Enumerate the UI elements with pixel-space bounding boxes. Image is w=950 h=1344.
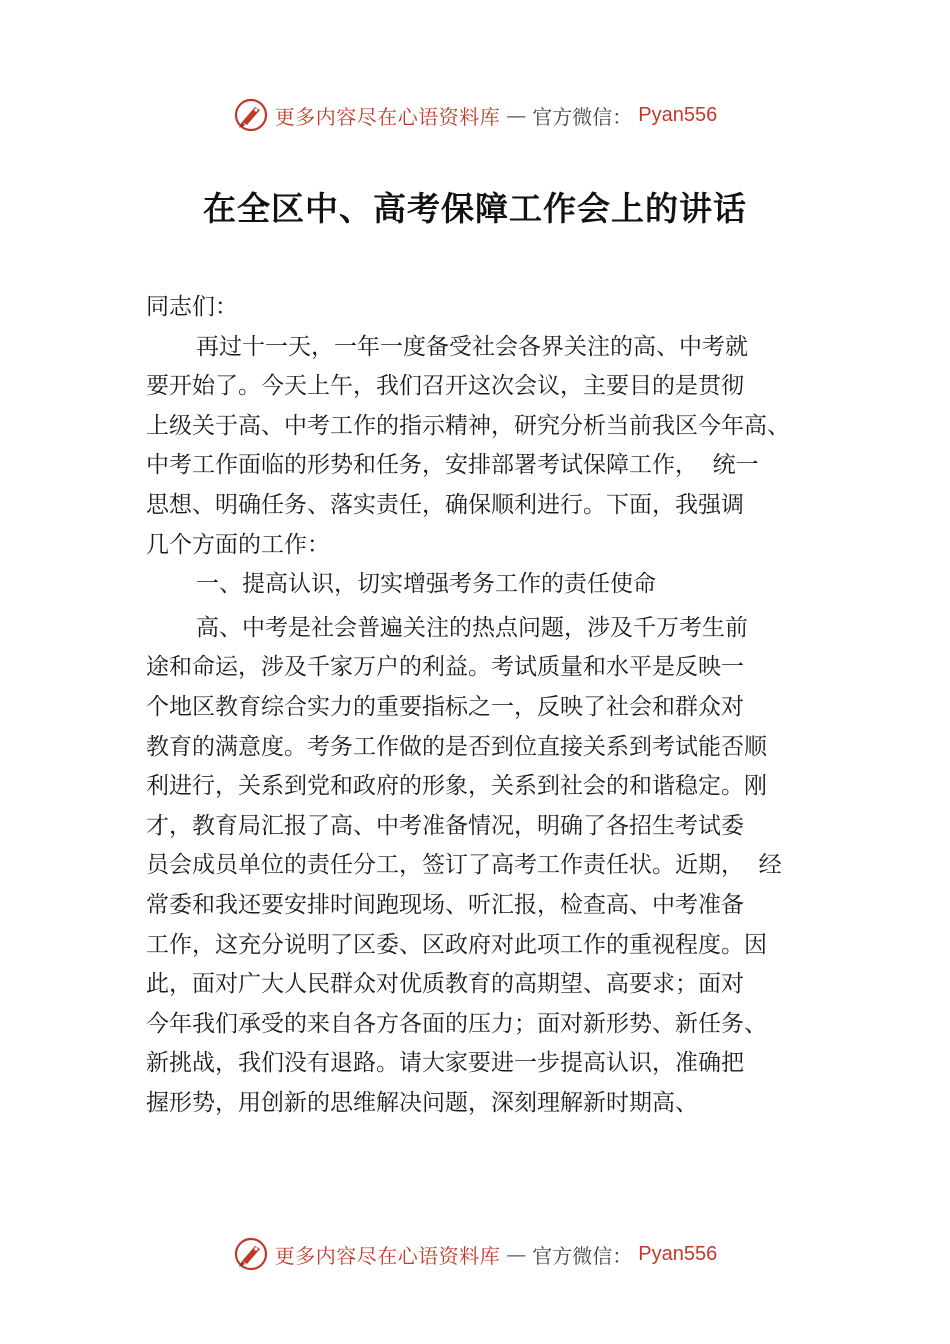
body-line: 教育的满意度。考务工作做的是否到位直接关系到考试能否顺 <box>146 733 767 760</box>
document-title: 在全区中、高考保障工作会上的讲话 <box>203 189 747 228</box>
body-line: 常委和我还要安排时间跑现场、听汇报，检查高、中考准备 <box>146 891 744 918</box>
pen-nib-logo-icon <box>233 97 269 133</box>
header-watermark <box>0 95 950 135</box>
section-heading: 一、提高认识，切实增强考务工作的责任使命 <box>196 571 656 598</box>
body-line: 高、中考是社会普遍关注的热点问题，涉及千万考生前 <box>196 614 748 641</box>
watermark-site-name: 更多内容尽在心语资料库 <box>274 1243 501 1268</box>
watermark-account: Pyan556 <box>638 103 718 126</box>
body-line: 握形势，用创新的思维解决问题，深刻理解新时期高、 <box>146 1089 698 1116</box>
footer-watermark <box>0 1234 950 1274</box>
body-line: 工作，这充分说明了区委、区政府对此项工作的重视程度。因 <box>146 931 767 958</box>
body-line: 个地区教育综合实力的重要指标之一，反映了社会和群众对 <box>146 693 744 720</box>
body-line: 几个方面的工作： <box>146 531 330 558</box>
watermark-separator: — <box>506 103 527 127</box>
body-line: 中考工作面临的形势和任务，安排部署考试保障工作， 统一 <box>146 452 759 479</box>
body-line: 要开始了。今天上午，我们召开这次会议，主要目的是贯彻 <box>146 373 744 400</box>
body-line: 才，教育局汇报了高、中考准备情况，明确了各招生考试委 <box>146 812 744 839</box>
watermark-separator: — <box>506 1242 527 1266</box>
watermark-inner <box>233 97 717 133</box>
salutation: 同志们： <box>146 294 238 320</box>
watermark-label: 官方微信： <box>532 1243 633 1268</box>
body-line: 利进行，关系到党和政府的形象，关系到社会的和谐稳定。刚 <box>146 773 767 800</box>
body-line: 上级关于高、中考工作的指示精神，研究分析当前我区今年高、 <box>146 412 790 439</box>
body-line: 今年我们承受的来自各方各面的压力；面对新形势、新任务、 <box>146 1010 767 1037</box>
body-line: 员会成员单位的责任分工，签订了高考工作责任状。近期， 经 <box>146 852 782 879</box>
pen-nib-logo-icon <box>233 1236 269 1272</box>
watermark-inner <box>233 1236 717 1272</box>
watermark-label: 官方微信： <box>532 104 633 129</box>
body-line: 途和命运，涉及千家万户的利益。考试质量和水平是反映一 <box>146 654 744 681</box>
watermark-site-name: 更多内容尽在心语资料库 <box>274 104 501 129</box>
body-line: 再过十一天，一年一度备受社会各界关注的高、中考就 <box>196 333 748 360</box>
body-line: 新挑战，我们没有退路。请大家要进一步提高认识，准确把 <box>146 1050 744 1077</box>
watermark-account: Pyan556 <box>638 1242 718 1265</box>
document-body <box>146 288 846 1123</box>
body-line: 思想、明确任务、落实责任，确保顺利进行。下面，我强调 <box>146 491 744 518</box>
body-line: 此，面对广大人民群众对优质教育的高期望、高要求；面对 <box>146 971 744 998</box>
